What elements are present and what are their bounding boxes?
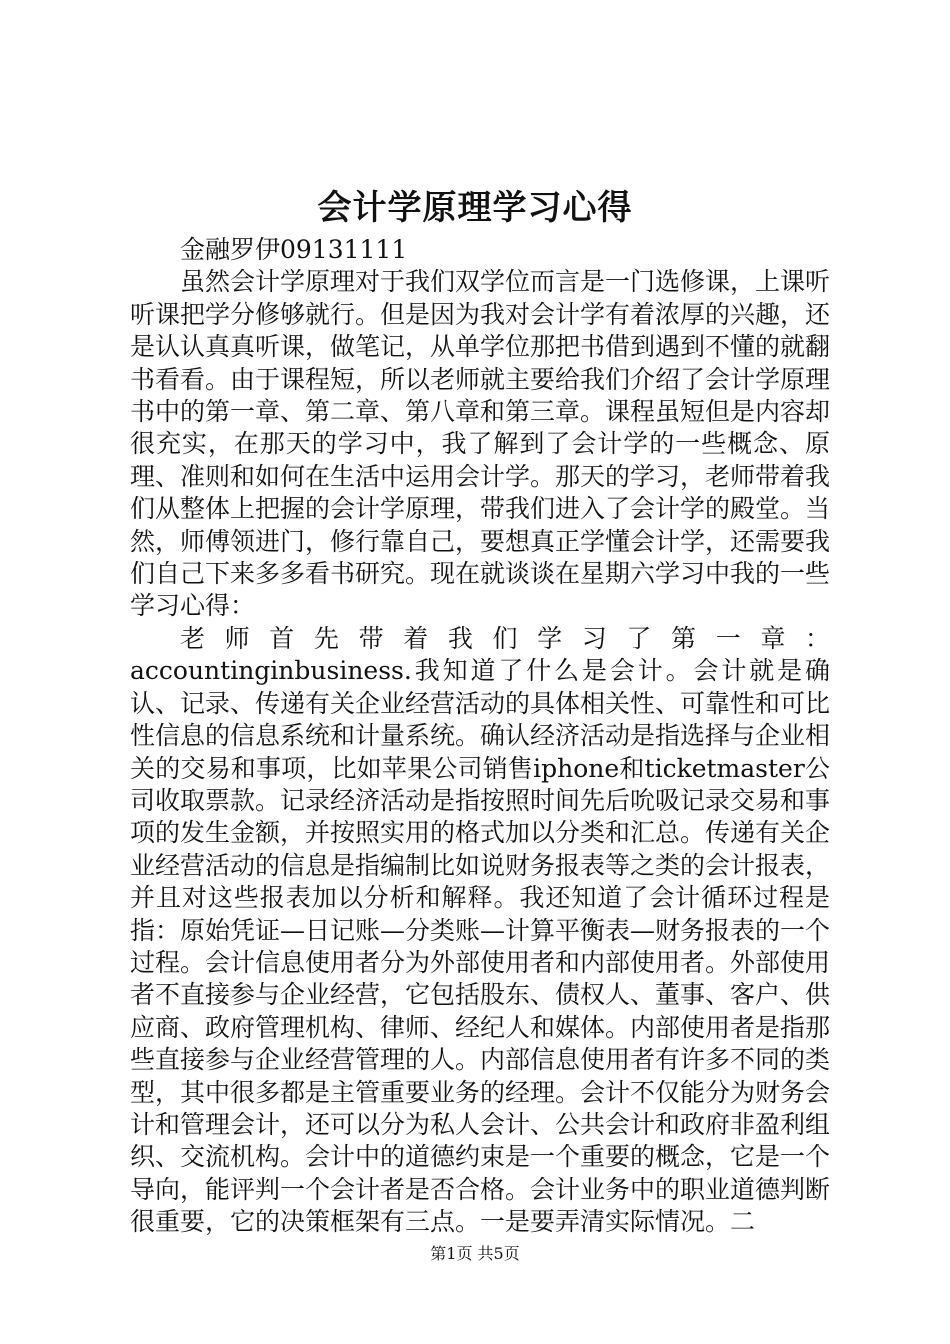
document-title: 会计学原理学习心得: [317, 188, 633, 228]
paragraph-2: 老师首先带着我们学习了第一章：accountinginbusiness.我知道了什么是会计。会计就是确认、记录、传递有关企业经营活动的具体相关性、可靠性和可比性信息的信息系统和计量系统。确认经济活动是指选择与企业相关的交易和事项，比如苹果公司销售iphone和ticketmaster公司收取票款。记录经济活动是指按照时间先后吮吸记录交易和事项的发生金额，并按照实用的格式加以分类和汇总。传递有关企业经营活动的信息是指编制比如说财务报表等之类的会计报表，并且对这些报表加以分析和解释。我还知道了会计循环过程是指：原始凭证—日记账—分类账—计算平衡表—财务报表的一个过程。会计信息使用者分为外部使用者和内部使用者。外部使用者不直接参与企业经营，它包括股东、债权人、董事、客户、供应商、政府管理机构、律师、经纪人和媒体。内部使用者是指那些直接参与企业经营管理的人。内部信息使用者有许多不同的类型，其中很多都是主管重要业务的经理。会计不仅能分为财务会计和管理会计，还可以分为私人会计、公共会计和政府非盈利组织、交流机构。会计中的道德约束是一个重要的概念，它是一个导向，能评判一个会计者是否合格。会计业务中的职业道德判断很重要，它的决策框架有三点。一是要弄清实际情况。二: [130, 623, 831, 1237]
paragraph-1: 虽然会计学原理对于我们双学位而言是一门选修课，上课听听课把学分修够就行。但是因为我对会计学有着浓厚的兴趣，还是认认真真听课，做笔记，从单学位那把书借到遇到不懂的就翻书看看。由于课程短，所以老师就主要给我们介绍了会计学原理书中的第一章、第二章、第八章和第三章。课程虽短但是内容却很充实，在那天的学习中，我了解到了会计学的一些概念、原理、准则和如何在生活中运用会计学。那天的学习，老师带着我们从整体上把握的会计学原理，带我们进入了会计学的殿堂。当然，师傅领进门，修行靠自己，要想真正学懂会计学，还需要我们自己下来多多看书研究。现在就谈谈在星期六学习中我的一些学习心得：: [130, 267, 831, 621]
page-footer: 第1页 共5页: [430, 1244, 520, 1263]
author-line: 金融罗伊09131111: [180, 235, 408, 264]
document-body: [130, 234, 830, 1239]
